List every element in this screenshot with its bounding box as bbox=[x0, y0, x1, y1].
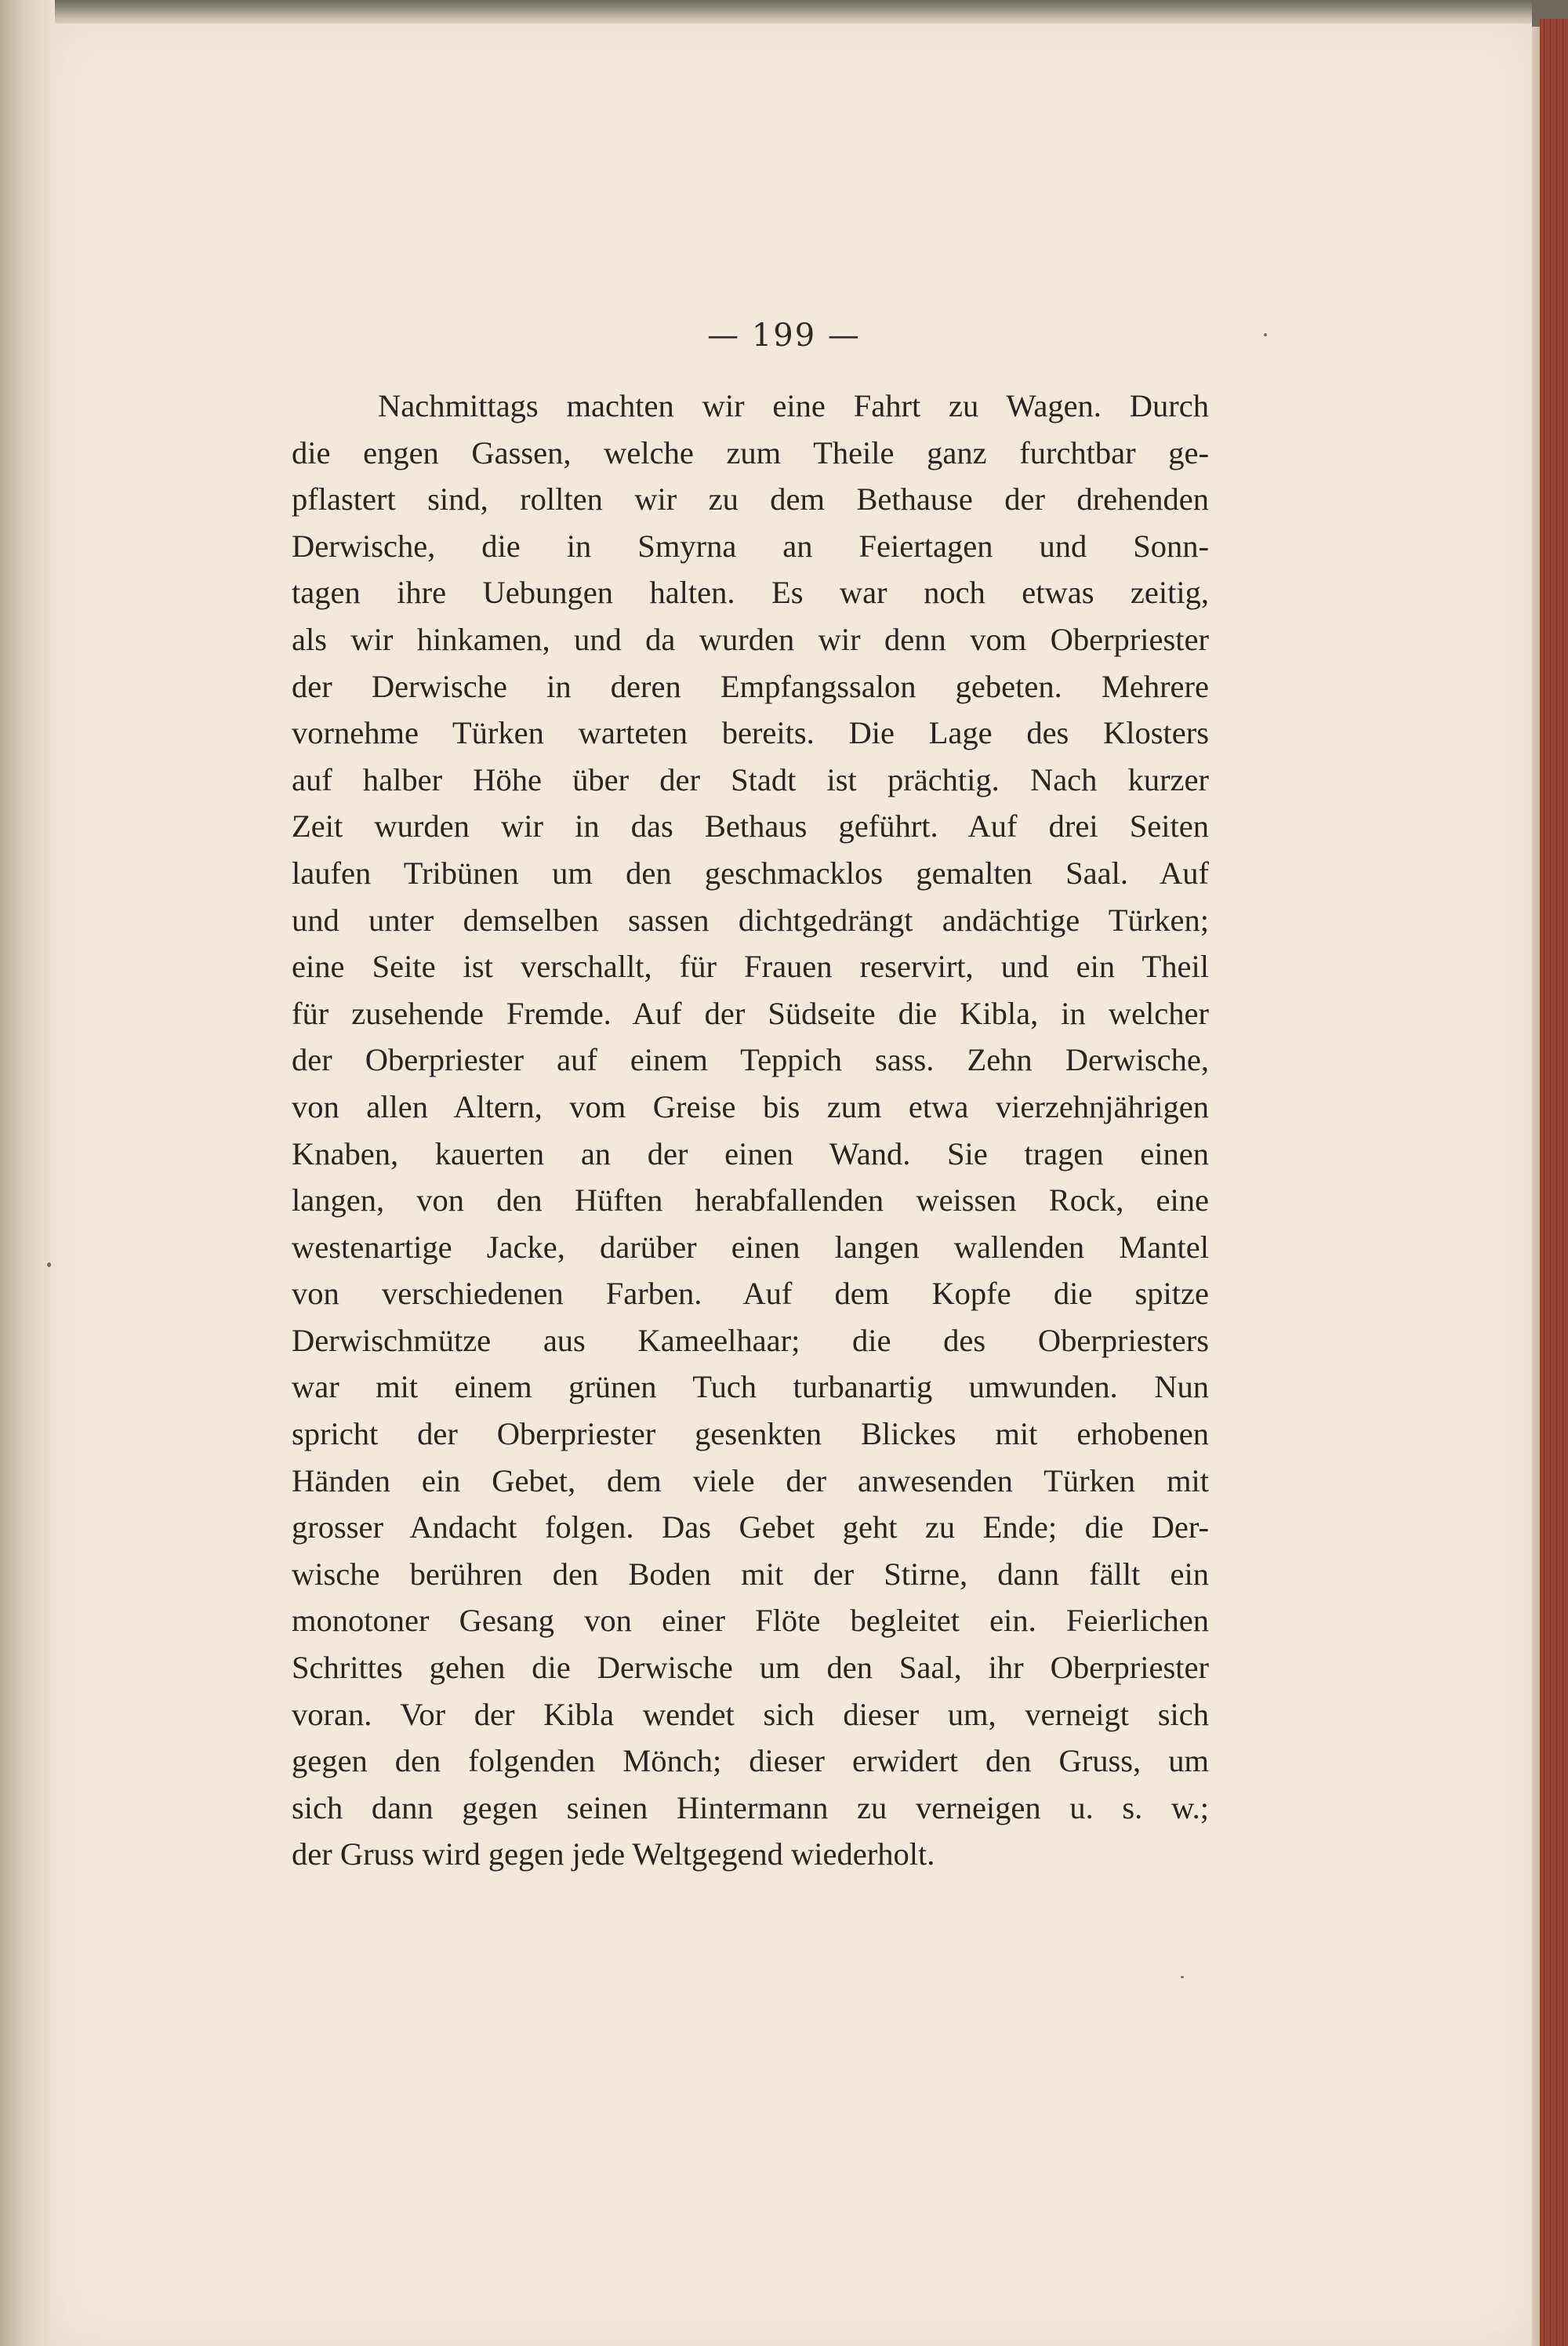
text-line: pflastert sind, rollten wir zu dem Bethause der drehenden bbox=[292, 481, 1209, 518]
text-line: für zusehende Fremde. Auf der Südseite die Kibla, in welcher bbox=[292, 995, 1209, 1031]
text-line: tagen ihre Uebungen halten. Es war noch etwas zeitig, bbox=[292, 575, 1209, 611]
cover-edge bbox=[1540, 19, 1568, 2346]
paper-speck bbox=[1181, 1976, 1184, 1978]
text-line: und unter demselben sassen dichtgedrängt andächtige Türken; bbox=[292, 902, 1209, 938]
text-line: die engen Gassen, welche zum Theile ganz furchtbar ge- bbox=[292, 434, 1209, 470]
text-line: sich dann gegen seinen Hintermann zu verneigen u. s. w.; bbox=[292, 1789, 1209, 1825]
text-line: grosser Andacht folgen. Das Gebet geht zu Ende; die Der- bbox=[292, 1509, 1209, 1545]
text-line: als wir hinkamen, und da wurden wir denn vom Oberpriester bbox=[292, 621, 1209, 657]
text-line: Zeit wurden wir in das Bethaus geführt. Auf drei Seiten bbox=[292, 808, 1209, 844]
body-paragraph bbox=[292, 383, 1209, 1878]
paper-speck bbox=[47, 1262, 51, 1267]
text-line: gegen den folgenden Mönch; dieser erwidert den Gruss, um bbox=[292, 1743, 1209, 1779]
text-line: von verschiedenen Farben. Auf dem Kopfe die spitze bbox=[292, 1276, 1209, 1312]
text-line: von allen Altern, vom Greise bis zum etwa vierzehnjährigen bbox=[292, 1088, 1209, 1124]
text-line: Händen ein Gebet, dem viele der anwesenden Türken mit bbox=[292, 1462, 1209, 1498]
page-number: — 199 — bbox=[707, 318, 861, 354]
page-edge bbox=[1532, 24, 1540, 2346]
text-line: eine Seite ist verschallt, für Frauen reservirt, und ein Theil bbox=[292, 949, 1209, 985]
text-line: war mit einem grünen Tuch turbanartig umwunden. Nun bbox=[292, 1369, 1209, 1405]
text-line: auf halber Höhe über der Stadt ist prächtig. Nach kurzer bbox=[292, 761, 1209, 797]
text-line: Derwische, die in Smyrna an Feiertagen und Sonn- bbox=[292, 528, 1209, 564]
text-line: Derwischmütze aus Kameelhaar; die des Oberpriesters bbox=[292, 1322, 1209, 1358]
paper-speck bbox=[1264, 333, 1267, 336]
text-line: der Derwische in deren Empfangssalon gebeten. Mehrere bbox=[292, 668, 1209, 704]
text-line: der Oberpriester auf einem Teppich sass. Zehn Derwische, bbox=[292, 1042, 1209, 1078]
text-line: spricht der Oberpriester gesenkten Blickes mit erhobenen bbox=[292, 1416, 1209, 1452]
text-line: westenartige Jacke, darüber einen langen wallenden Mantel bbox=[292, 1229, 1209, 1265]
text-line: monotoner Gesang von einer Flöte begleitet ein. Feierlichen bbox=[292, 1603, 1209, 1639]
text-line: voran. Vor der Kibla wendet sich dieser um, verneigt sich bbox=[292, 1696, 1209, 1732]
text-line: Nachmittags machten wir eine Fahrt zu Wagen. Durch bbox=[378, 388, 1209, 423]
text-line: Schrittes gehen die Derwische um den Saal, ihr Oberpriester bbox=[292, 1650, 1209, 1686]
text-line: Knaben, kauerten an der einen Wand. Sie tragen einen bbox=[292, 1135, 1209, 1171]
text-line: langen, von den Hüften herabfallenden weissen Rock, eine bbox=[292, 1182, 1209, 1218]
text-line: wische berühren den Boden mit der Stirne, dann fällt ein bbox=[292, 1556, 1209, 1592]
text-line: vornehme Türken warteten bereits. Die Lage des Klosters bbox=[292, 715, 1209, 751]
top-binding-strip bbox=[0, 0, 1568, 27]
text-line: laufen Tribünen um den geschmacklos gemalten Saal. Auf bbox=[292, 855, 1209, 891]
text-line-last: der Gruss wird gegen jede Weltgegend wiederholt. bbox=[292, 1836, 935, 1872]
